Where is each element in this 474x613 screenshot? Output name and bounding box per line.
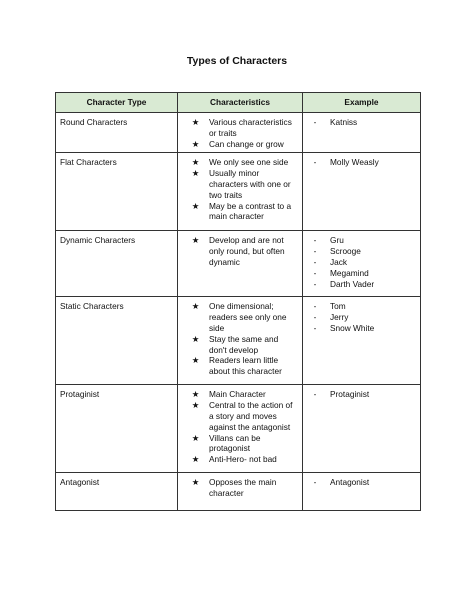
list-item — [307, 268, 416, 279]
list-item — [307, 246, 416, 257]
dash-bullet-icon: - — [313, 301, 317, 312]
star-bullet-icon: ★ — [191, 333, 200, 344]
characteristics-cell — [178, 113, 303, 153]
characteristic-text: Stay the same and don't develop — [209, 333, 279, 355]
star-bullet-icon: ★ — [191, 389, 200, 400]
characteristic-text: Various characteristics or traits — [209, 117, 292, 138]
list-item — [307, 235, 416, 246]
dash-bullet-icon: - — [313, 322, 317, 333]
list-item — [307, 157, 416, 168]
example-text: Antagonist — [330, 477, 370, 488]
table-row — [56, 153, 421, 231]
characteristic-text: Anti-Hero- not bad — [209, 454, 277, 465]
characteristics-list — [182, 117, 298, 149]
list-item — [182, 157, 298, 168]
star-bullet-icon: ★ — [191, 477, 200, 488]
list-item — [182, 139, 298, 150]
examples-list — [307, 157, 416, 168]
star-bullet-icon: ★ — [191, 200, 200, 211]
character-type-cell: Protaginist — [56, 385, 178, 473]
dash-bullet-icon: - — [313, 117, 317, 127]
header-characteristics: Characteristics — [178, 93, 303, 113]
list-item — [182, 355, 298, 377]
characteristic-text: Develop and are not only round, but often dynamic — [209, 235, 285, 267]
example-text: Jack — [330, 256, 348, 267]
list-item — [182, 454, 298, 465]
star-bullet-icon: ★ — [191, 454, 200, 465]
example-text: Darth Vader — [330, 278, 375, 289]
list-item — [307, 301, 416, 312]
examples-list — [307, 477, 416, 488]
characteristics-list — [182, 477, 298, 499]
character-type-cell: Flat Characters — [56, 153, 178, 231]
list-item — [307, 389, 416, 400]
character-type-cell: Static Characters — [56, 297, 178, 385]
example-text: Snow White — [330, 322, 375, 333]
star-bullet-icon: ★ — [191, 301, 200, 312]
examples-list — [307, 117, 416, 128]
dash-bullet-icon: - — [313, 312, 317, 323]
list-item — [307, 323, 416, 334]
dash-bullet-icon: - — [313, 278, 317, 289]
list-item — [307, 117, 416, 128]
list-item — [182, 400, 298, 432]
page-title: Types of Characters — [186, 55, 288, 67]
header-character-type: Character Type — [56, 93, 178, 113]
characteristic-text: We only see one side — [209, 157, 289, 168]
character-type-cell: Round Characters — [56, 113, 178, 153]
list-item — [307, 257, 416, 268]
example-text: Gru — [330, 235, 344, 246]
list-item — [182, 201, 298, 223]
star-bullet-icon: ★ — [191, 157, 200, 168]
dash-bullet-icon: - — [313, 477, 317, 488]
dash-bullet-icon: - — [313, 246, 317, 257]
example-cell — [303, 297, 421, 385]
list-item — [182, 117, 298, 139]
table-row — [56, 473, 421, 511]
characteristics-list — [182, 157, 298, 222]
characteristics-list — [182, 301, 298, 377]
examples-list — [307, 389, 416, 400]
dash-bullet-icon: - — [313, 256, 317, 267]
list-item — [182, 389, 298, 400]
examples-list — [307, 235, 416, 289]
table-row — [56, 297, 421, 385]
list-item — [307, 279, 416, 290]
example-cell — [303, 385, 421, 473]
example-cell — [303, 473, 421, 511]
table-row — [56, 231, 421, 297]
example-cell — [303, 153, 421, 231]
example-text: Katniss — [330, 117, 358, 127]
characteristic-text: May be a contrast to a main character — [209, 200, 292, 222]
example-text: Protaginist — [330, 389, 370, 400]
dash-bullet-icon: - — [313, 267, 317, 278]
characteristic-text: Opposes the main character — [209, 477, 277, 499]
list-item — [182, 301, 298, 333]
dash-bullet-icon: - — [313, 157, 317, 168]
example-text: Megamind — [330, 267, 369, 278]
list-item — [182, 433, 298, 455]
characteristic-text: One dimensional; readers see only one side — [209, 301, 287, 333]
dash-bullet-icon: - — [313, 235, 317, 246]
characteristics-cell — [178, 297, 303, 385]
characteristic-text: Central to the action of a story and moves against the antagonist — [209, 400, 293, 432]
characteristic-text: Villans can be protagonist — [209, 432, 261, 454]
example-text: Tom — [330, 301, 346, 312]
list-item — [307, 477, 416, 488]
examples-list — [307, 301, 416, 333]
list-item — [182, 235, 298, 267]
characteristics-cell — [178, 153, 303, 231]
characteristics-cell — [178, 473, 303, 511]
star-bullet-icon: ★ — [191, 138, 200, 149]
example-text: Scrooge — [330, 246, 361, 257]
star-bullet-icon: ★ — [191, 235, 200, 246]
characteristic-text: Usually minor characters with one or two traits — [209, 168, 291, 200]
dash-bullet-icon: - — [313, 389, 317, 400]
header-example: Example — [303, 93, 421, 113]
table-row — [56, 113, 421, 153]
characteristic-text: Main Character — [209, 389, 266, 400]
characteristics-list — [182, 235, 298, 267]
characteristic-text: Can change or grow — [209, 138, 284, 149]
list-item — [182, 477, 298, 499]
characteristics-list — [182, 389, 298, 465]
star-bullet-icon: ★ — [191, 432, 200, 443]
star-bullet-icon: ★ — [191, 117, 200, 127]
character-types-table — [55, 92, 421, 511]
list-item — [182, 334, 298, 356]
character-type-cell: Antagonist — [56, 473, 178, 511]
example-cell — [303, 113, 421, 153]
table-header-row — [56, 93, 421, 113]
example-text: Jerry — [330, 312, 349, 323]
characteristics-cell — [178, 231, 303, 297]
example-cell — [303, 231, 421, 297]
table-row — [56, 385, 421, 473]
characteristic-text: Readers learn little about this character — [209, 355, 282, 377]
list-item — [182, 168, 298, 200]
list-item — [307, 312, 416, 323]
character-type-cell: Dynamic Characters — [56, 231, 178, 297]
star-bullet-icon: ★ — [191, 168, 200, 179]
star-bullet-icon: ★ — [191, 355, 200, 366]
example-text: Molly Weasly — [330, 157, 379, 168]
characteristics-cell — [178, 385, 303, 473]
star-bullet-icon: ★ — [191, 400, 200, 411]
